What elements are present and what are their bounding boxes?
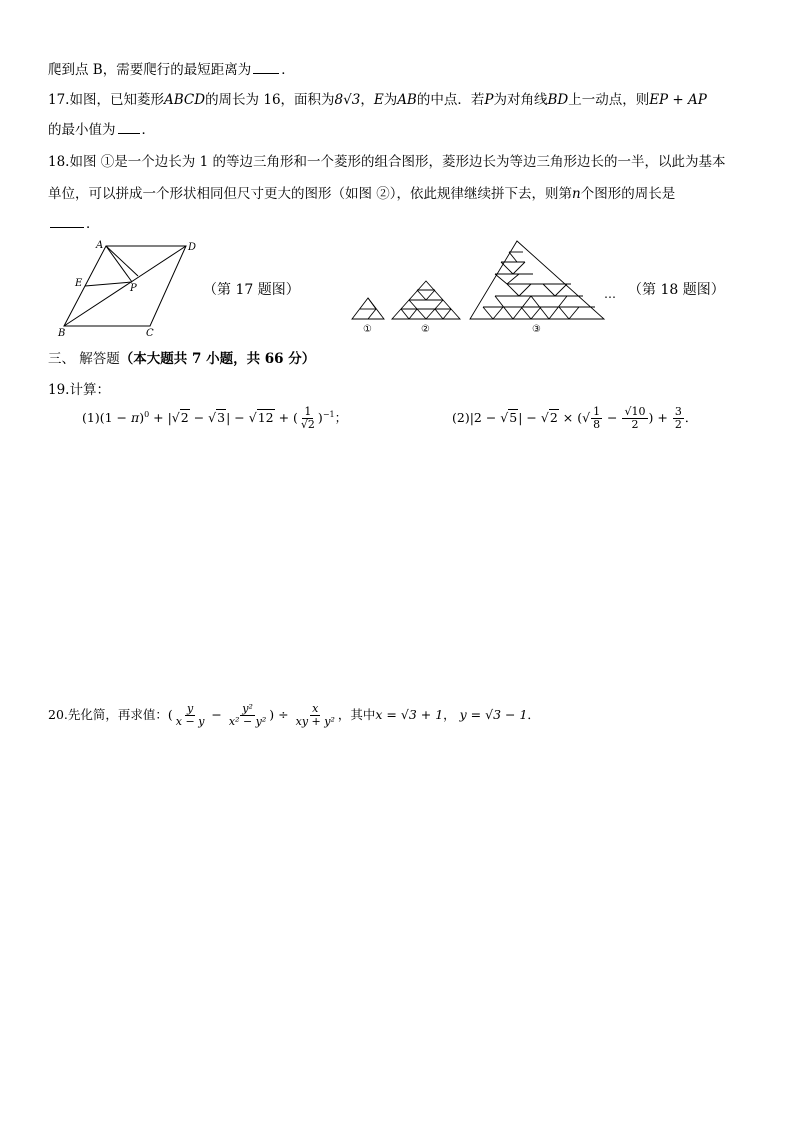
- q17-text-g: 上一动点，则: [568, 92, 650, 108]
- section3-header: [48, 347, 315, 367]
- q20-label: 20.先化简，再求值：: [48, 707, 168, 722]
- answer-blank: [50, 215, 84, 228]
- q18-line2: [48, 182, 675, 202]
- answer-blank: [118, 121, 140, 134]
- q17-bd: BD: [547, 92, 569, 108]
- segment-a-to-bd: [106, 246, 138, 276]
- fig18-caption: （第 18 题图）: [628, 282, 725, 298]
- pattern-label-2: ②: [421, 324, 430, 335]
- section3-info: （本大题共 7 小题，共 66 分）: [119, 351, 316, 367]
- q18-number: 18.: [48, 154, 70, 170]
- segment-ep: [85, 282, 132, 286]
- q17-number: 17.: [48, 92, 70, 108]
- fig17-caption: （第 17 题图）: [203, 282, 300, 298]
- q18-line2-text-a: 单位，可以拼成一个形状相同但尺寸更大的图形（如图 ②），依此规律继续拼下去，则第: [48, 186, 573, 202]
- q17-ab: AB: [397, 92, 417, 108]
- segment-ap: [106, 246, 132, 282]
- q16-tail: 爬到点 B，需要爬行的最短距离为 ．: [48, 62, 295, 78]
- q20-y-value: y = √3 − 1: [459, 707, 528, 722]
- label-c: C: [146, 328, 154, 338]
- q19-title: 19.计算：: [48, 382, 110, 398]
- q20-x-value: x = √3 + 1: [375, 707, 444, 722]
- q20-where: ，其中: [337, 707, 376, 722]
- q17-expr: EP + AP: [649, 92, 707, 108]
- q17-area: 8√3: [334, 92, 361, 108]
- q19-part2: (2)|2 − √5| − √2 × (√ $\frac{1}{8}$ − $\frac{√10}{2}$ ) + $\frac{3}{2}$ ．: [452, 405, 698, 431]
- pattern-3: [470, 241, 604, 319]
- q18-line3: ．: [48, 212, 100, 232]
- fig18-ellipsis: …: [604, 287, 616, 301]
- q16-text: 爬到点 B，需要爬行的最短距离为: [48, 62, 252, 78]
- pattern-label-1: ①: [363, 324, 372, 335]
- pattern-1: [352, 298, 384, 319]
- q17-line1: [48, 88, 707, 108]
- q20-line: 20.先化简，再求值：( $\frac{y}{x - y}$ − $\frac{\text{y²}}{\text{x² − y²}}$ ) ÷ $\frac{x}{\text{xy + y²}}$ ，其中x = √3 + 1， y = √3 − 1．: [48, 702, 540, 728]
- q17-p: P: [484, 92, 494, 108]
- fig17-rhombus-diagram: [50, 238, 200, 338]
- q17-line2-text: 的最小值为: [48, 122, 116, 138]
- pattern-2: [392, 281, 460, 319]
- q18-line1-text: 如图 ①是一个边长为 1 的等边三角形和一个菱形的组合图形，菱形边长为等边三角形边长的一半，以此为基本: [69, 154, 726, 170]
- pattern-label-3: ③: [532, 324, 541, 335]
- q17-text-e: 的中点．若: [416, 92, 485, 108]
- q17-abcd: ABCD: [163, 92, 206, 108]
- q18-n: n: [572, 186, 581, 202]
- q17-line2: 的最小值为 ．: [48, 122, 155, 138]
- q17-e: E: [373, 92, 384, 108]
- q17-text-f: 为对角线: [493, 92, 548, 108]
- label-d: D: [188, 242, 197, 253]
- fig18-pattern-diagram: [345, 238, 610, 338]
- q18-line1: [48, 150, 725, 170]
- label-b: B: [58, 328, 66, 338]
- q19-part1: $(1)(1 - \pi)^0 + |√2 - √3| - √12$ + ( $\frac{1}{√2}$ )$^{-1}$；: [82, 405, 348, 431]
- q19-part2-label: (2): [452, 410, 470, 425]
- answer-blank: [253, 61, 279, 74]
- q17-text-c: ，: [360, 92, 374, 108]
- section3-title: 三、 解答题: [48, 351, 120, 367]
- q18-line2-text-b: 个图形的周长是: [580, 186, 676, 202]
- q19-part1-label: (1): [82, 410, 100, 425]
- label-e: E: [75, 278, 83, 289]
- q17-text-a: 如图，已知菱形: [69, 92, 164, 108]
- q17-text-d: 为: [383, 92, 398, 108]
- label-a: A: [96, 240, 104, 251]
- q17-text-b: 的周长为 16，面积为: [205, 92, 335, 108]
- label-p: P: [130, 283, 137, 294]
